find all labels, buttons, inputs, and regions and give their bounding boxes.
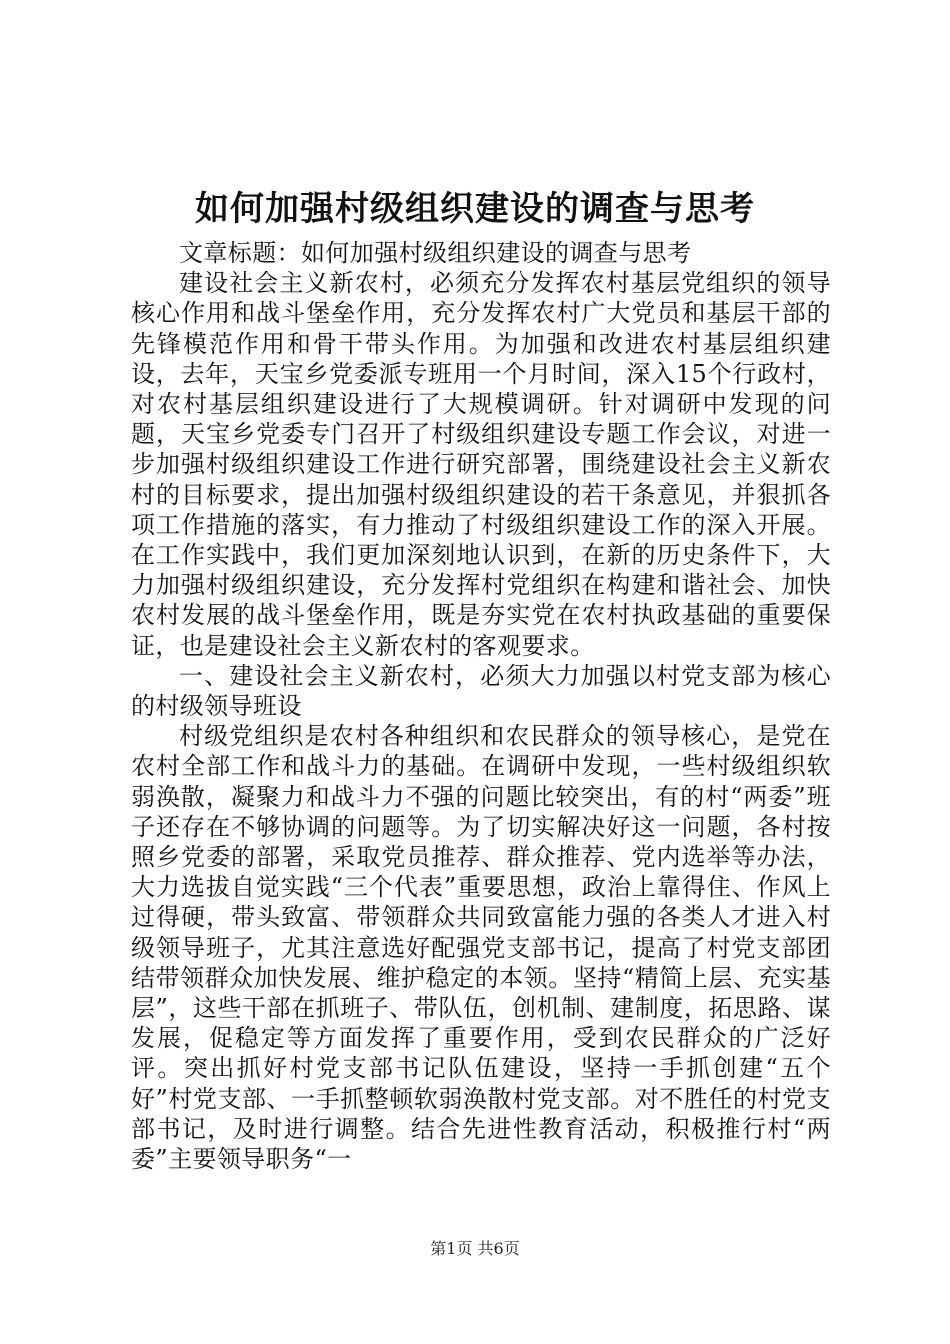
intro-paragraph: 建设社会主义新农村，必须充分发挥农村基层党组织的领导核心作用和战斗堡垒作用，充分发挥农村广大党员和基层干部的先锋模范作用和骨干带头作用。为加强和改进农村基层组织建设，去年，天宝乡党委派专班用一个月时间，深入15个行政村，对农村基层组织建设进行了大规模调研。针对调研中发现的问题，天宝乡党委专门召开了村级组织建设专题工作会议，对进一步加强村级组织建设工作进行研究部署，围绕建设社会主义新农村的目标要求，提出加强村级组织建设的若干条意见，并狠抓各项工作措施的落实，有力推动了村级组织建设工作的深入开展。在工作实践中，我们更加深刻地认识到，在新的历史条件下，大力加强村级组织建设，充分发挥村党组织在构建和谐社会、加快农村发展的战斗堡垒作用，既是夯实党在农村执政基础的重要保证，也是建设社会主义新农村的客观要求。 [131,269,831,660]
page-number-footer: 第1页 共6页 [430,1239,520,1258]
article-title-line: 文章标题：如何加强村级组织建设的调查与思考 [179,239,692,267]
section-1-paragraph: 村级党组织是农村各种组织和农民群众的领导核心，是党在农村全部工作和战斗力的基础。在调研中发现，一些村级组织软弱涣散，凝聚力和战斗力不强的问题比较突出，有的村“两委”班子还存在不够协调的问题等。为了切实解决好这一问题，各村按照乡党委的部署，采取党员推荐、群众推荐、党内选举等办法，大力选拔自觉实践“三个代表”重要思想，政治上靠得住、作风上过得硬，带头致富、带领群众共同致富能力强的各类人才进入村级领导班子，尤其注意选好配强党支部书记，提高了村党支部团结带领群众加快发展、维护稳定的本领。坚持“精简上层、充实基层”，这些干部在抓班子、带队伍，创机制、建制度，拓思路、谋发展，促稳定等方面发挥了重要作用，受到农民群众的广泛好评。突出抓好村党支部书记队伍建设，坚持一手抓创建“五个好”村党支部、一手抓整顿软弱涣散村党支部。对不胜任的村党支部书记，及时进行调整。结合先进性教育活动，积极推行村“两委”主要领导职务“一 [131,722,831,1174]
section-heading-1: 一、建设社会主义新农村，必须大力加强以村党支部为核心的村级领导班设 [131,661,831,721]
page-title: 如何加强村级组织建设的调查与思考 [195,189,755,229]
document-body [131,238,831,1174]
